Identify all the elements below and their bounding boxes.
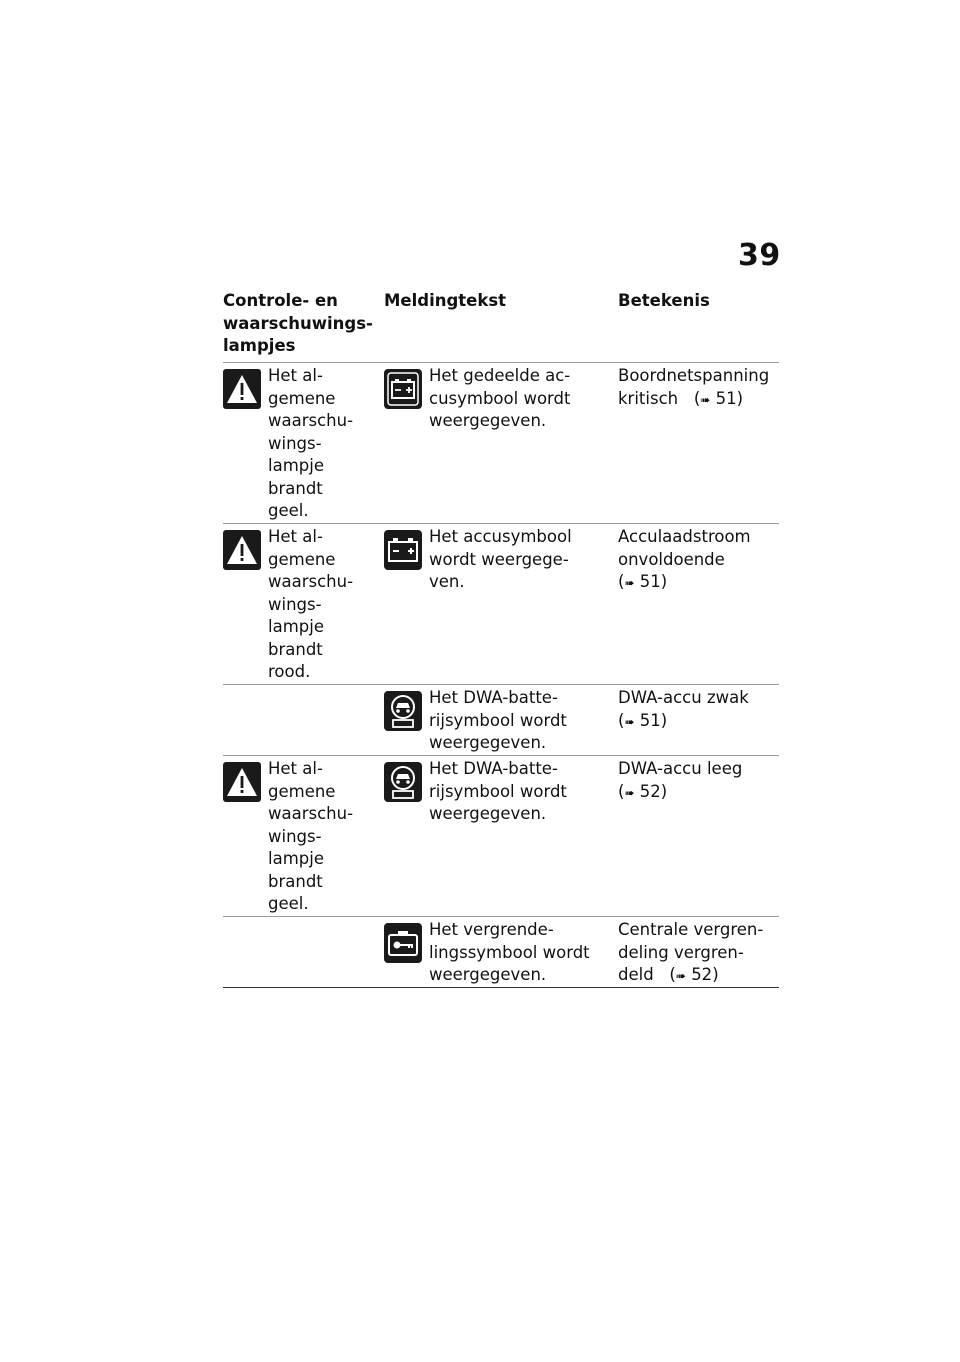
table-header: [223, 290, 779, 362]
meaning-text: Centrale vergren- deling vergren- deld: [618, 920, 764, 984]
page-reference[interactable]: (➠ 51): [618, 572, 668, 591]
meaning-text: Acculaadstroom onvoldoende: [618, 527, 751, 569]
warning-triangle-icon: [223, 530, 261, 570]
meaning-cell: [618, 526, 779, 595]
page-reference[interactable]: (➠ 51): [683, 388, 744, 408]
message-text: Het gedeelde ac- cusymbool wordt weergegeven.: [429, 366, 571, 430]
warning-triangle-icon: [223, 369, 261, 409]
header-message: Meldingtekst: [384, 291, 507, 310]
page-number: 39: [738, 238, 781, 273]
page-reference[interactable]: (➠ 52): [618, 781, 668, 801]
warning-lamps-table: [223, 290, 779, 988]
ref-page: 51: [715, 388, 737, 408]
header-meaning: Betekenis: [618, 291, 710, 310]
meaning-text: Boordnetspanning kritisch: [618, 366, 770, 408]
page-reference[interactable]: (➠ 51): [618, 710, 668, 730]
header-lamps: Controle- en waarschuwings- lampjes: [223, 291, 373, 355]
meaning-cell: [618, 758, 779, 804]
message-text: Het DWA-batte- rijsymbool wordt weergegeven.: [429, 759, 567, 823]
ref-page: 51: [639, 710, 661, 730]
table-row: [223, 523, 779, 684]
arrow-right-icon: ➠: [675, 969, 686, 983]
battery-icon: [384, 530, 422, 570]
ref-page: 52: [691, 965, 713, 984]
arrow-right-icon: ➠: [700, 392, 711, 407]
meaning-cell: [618, 365, 779, 411]
dwa-battery-icon: [384, 691, 422, 731]
message-text: Het accusymbool wordt weergege- ven.: [429, 527, 572, 591]
table-row: [223, 916, 779, 988]
meaning-text: DWA-accu leeg: [618, 759, 743, 778]
meaning-cell: [618, 919, 779, 988]
lamp-text: Het al- gemene waarschu- wings- lampje brandt rood.: [268, 527, 354, 681]
lamp-text: Het al- gemene waarschu- wings- lampje brandt geel.: [268, 759, 354, 913]
warning-triangle-icon: [223, 762, 261, 802]
table-row: [223, 755, 779, 916]
table-row: [223, 684, 779, 755]
ref-page: 52: [639, 781, 661, 801]
message-text: Het DWA-batte- rijsymbool wordt weergegeven.: [429, 688, 567, 752]
meaning-text: DWA-accu zwak: [618, 688, 749, 707]
lamp-text: Het al- gemene waarschu- wings- lampje brandt geel.: [268, 366, 354, 520]
arrow-right-icon: ➠: [624, 714, 635, 729]
ref-page: 51: [639, 572, 661, 591]
arrow-right-icon: ➠: [624, 785, 635, 800]
message-text: Het vergrende- lingssymbool wordt weergegeven.: [429, 920, 590, 984]
shared-battery-icon: [384, 369, 422, 409]
page-reference[interactable]: (➠ 52): [658, 965, 719, 984]
arrow-right-icon: ➠: [624, 576, 635, 590]
table-row: [223, 362, 779, 523]
dwa-battery-icon: [384, 762, 422, 802]
lock-key-icon: [384, 923, 422, 963]
meaning-cell: [618, 687, 779, 733]
